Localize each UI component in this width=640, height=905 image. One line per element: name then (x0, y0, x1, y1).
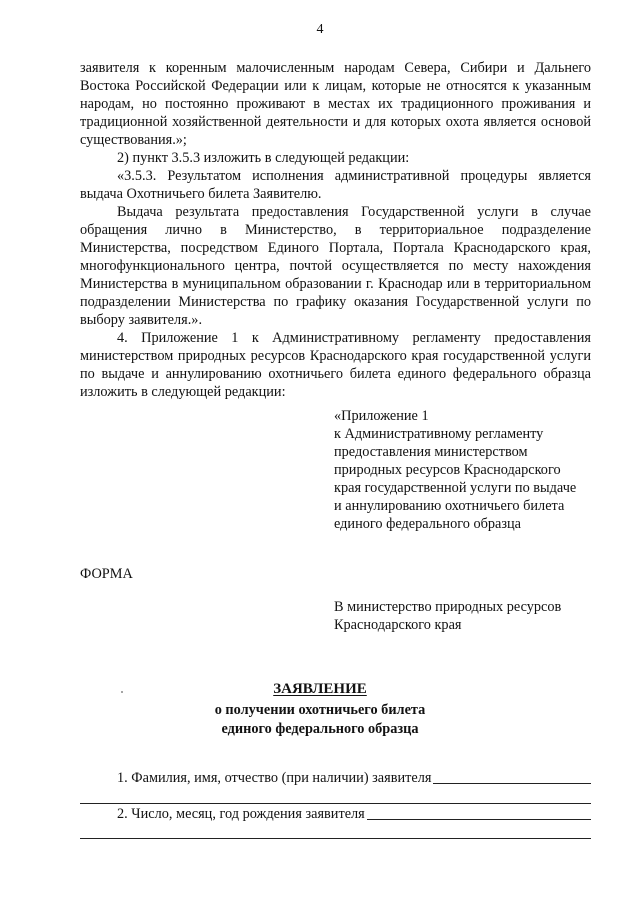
application-heading (0, 680, 640, 739)
recipient-line: В министерство природных ресурсов (334, 599, 562, 615)
paragraph-3-5-3: «3.5.3. Результатом исполнения административной процедуры является выдача Охотничьего билета Заявителю. (80, 168, 591, 202)
forma-label: ФОРМА (80, 566, 133, 582)
field-applicant-name-blank[interactable] (433, 769, 591, 784)
application-subtitle-line1: о получении охотничьего билета (214, 702, 426, 718)
field-applicant-name-continuation-line[interactable] (80, 803, 591, 804)
field-applicant-name-label: 1. Фамилия, имя, отчество (при наличии) заявителя (117, 770, 432, 786)
paragraph-continuation: заявителя к коренным малочисленным народам Севера, Сибири и Дальнего Востока Российской Федерации или к лицам, которые не относятся к указанным народам, но постоянно проживают в местах их традиционного проживания и традиционной хозяйственной деятельности и для которых охота является основой существования.»; (80, 60, 591, 148)
appendix-line: единого федерального образца (334, 516, 522, 532)
recipient-block (334, 598, 594, 634)
field-birth-date-continuation-line[interactable] (80, 838, 591, 839)
page-number: 4 (316, 22, 324, 37)
recipient-line: Краснодарского края (334, 617, 462, 633)
appendix-line: к Административному регламенту (334, 426, 544, 442)
field-applicant-name[interactable] (80, 769, 591, 787)
appendix-line: природных ресурсов Краснодарского (334, 462, 561, 478)
appendix-line: «Приложение 1 (334, 408, 429, 424)
application-subtitle-line2: единого федерального образца (221, 721, 419, 737)
appendix-header (334, 407, 594, 533)
appendix-line: и аннулированию охотничьего билета (334, 498, 565, 514)
body-text (80, 59, 591, 401)
paragraph-item-2: 2) пункт 3.5.3 изложить в следующей редакции: (117, 150, 410, 166)
field-birth-date[interactable] (80, 805, 591, 823)
field-birth-date-label: 2. Число, месяц, год рождения заявителя (117, 806, 365, 822)
paragraph-issuance: Выдача результата предоставления Государственной услуги в случае обращения лично в Министерство, в территориальное подразделение Министерства, посредством Единого Портала, Портала Краснодарского края, многофункционального центра, почтой осуществляется по месту нахождения Министерства в муниципальном образовании г. Краснодар или в территориальном подразделении Министерства по графику оказания Государственной услуги по выбору заявителя.». (80, 204, 591, 328)
paragraph-item-4: 4. Приложение 1 к Административному регламенту предоставления министерством природных ресурсов Краснодарского края государственной услуги по выдаче и аннулированию охотничьего билета единого федерального образца изложить в следующей редакции: (80, 330, 591, 400)
application-title: ЗАЯВЛЕНИЕ (273, 681, 367, 697)
field-birth-date-blank[interactable] (367, 805, 591, 820)
appendix-line: предоставления министерством (334, 444, 528, 460)
appendix-line: края государственной услуги по выдаче (334, 480, 577, 496)
